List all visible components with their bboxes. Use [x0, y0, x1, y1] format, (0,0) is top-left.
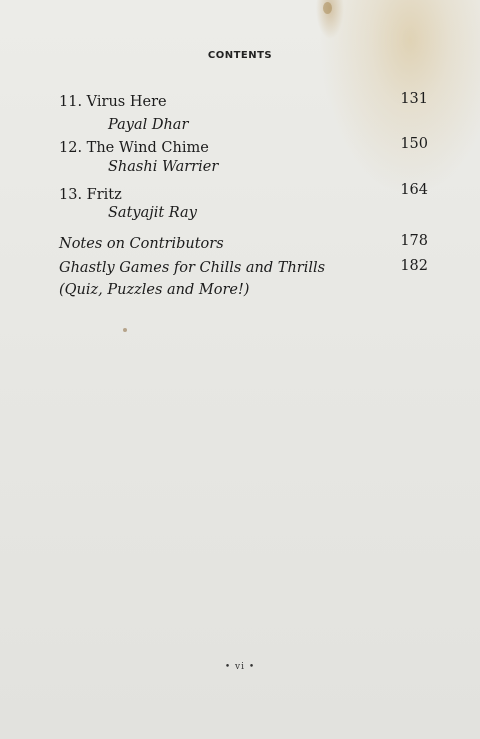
toc-entry-author: Shashi Warrier [108, 159, 219, 175]
page-folio: • vi • [224, 662, 256, 672]
toc-games-page: 182 [400, 258, 428, 274]
contents-heading: CONTENTS [207, 50, 273, 61]
toc-entry-title: 11. Virus Here [59, 94, 167, 110]
toc-notes-page: 178 [400, 233, 428, 249]
stain-spot [323, 2, 332, 14]
toc-entry-title: 12. The Wind Chime [59, 140, 209, 156]
toc-entry-title: 13. Fritz [59, 187, 122, 203]
toc-entry-page: 164 [400, 182, 428, 198]
ink-dot [123, 328, 127, 332]
toc-entry-author: Payal Dhar [108, 117, 189, 133]
toc-entry-page: 150 [400, 136, 428, 152]
toc-entry-page: 131 [400, 91, 428, 107]
toc-entry-author: Satyajit Ray [108, 205, 197, 221]
toc-notes-title: Notes on Contributors [59, 236, 224, 252]
toc-games-title: Ghastly Games for Chills and Thrills [59, 260, 326, 276]
toc-games-subtitle: (Quiz, Puzzles and More!) [59, 282, 250, 298]
